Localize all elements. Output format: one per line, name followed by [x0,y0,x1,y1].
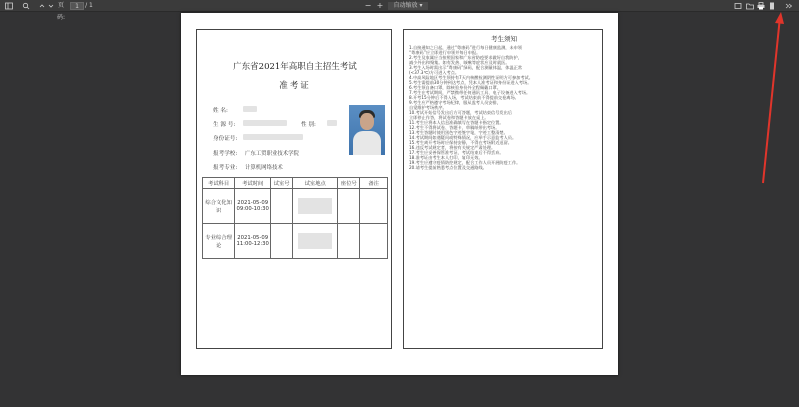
column-header: 试室号 [271,178,293,189]
chevron-down-icon: ▾ [419,2,423,9]
exam-date: 2021-05-09 [237,235,269,241]
notice-line: 4.中高风险地区考生须持有7天内核酸检测阴性证明方可参加考试。 [409,75,533,80]
exam-schedule-table [202,177,388,259]
presentation-mode-icon[interactable] [733,0,743,12]
column-header: 备注 [360,178,388,189]
name-value-redacted [243,106,257,112]
notice-line: 16.违反考试规定者，将按有关规定严肃处理。 [409,145,496,150]
major-value: 计算机网络技术 [245,165,283,171]
zoom-in-button[interactable]: + [376,1,384,10]
major-label: 报考专业: [213,165,238,171]
notice-line: “粤康码”应立即进行申领并每日申报。 [409,50,481,55]
print-icon[interactable] [756,0,766,12]
notice-line: 1.自接通知之日起，通过“粤康码”进行每日健康监测，未申领 [409,45,523,50]
time-cell [235,224,271,259]
notice-line: 6.考生须自备口罩，除核验身份外全程佩戴口罩。 [409,85,501,90]
table-header-row [203,178,388,189]
page-number-input[interactable]: 1 [70,2,84,10]
notice-line: 5.考生需提前30分钟到达考点，凭本人准考证和身份证进入考场。 [409,80,532,85]
notice-line: 3.考生入场时需出示“粤康码”绿码，配合测量体温，体温正常 [409,65,523,70]
notice-line: 2.考生及家属应当按照国家和广东省防疫要求做好自我防护， [409,55,522,60]
notice-line: 立即停止作答，将试卷和答题卡放在桌上。 [409,115,489,120]
table-row [203,189,388,224]
remarks-cell [360,189,388,224]
gender-label: 性 别: [301,122,316,128]
notice-title: 考生须知 [491,35,517,43]
download-icon[interactable] [767,0,777,12]
room-location-redacted [298,233,332,249]
notice-line: 12.考生不得将试卷、答题卡、草稿纸带出考场。 [409,125,500,130]
notice-line: 19.考生应遵守疫情防控规定，配合工作人员开展防疫工作。 [409,160,521,165]
zoom-select-value: 自动缩放 [393,2,418,9]
search-icon[interactable] [21,0,31,12]
candidate-photo [349,105,385,155]
gender-value-redacted [327,120,337,126]
seat-number-cell [338,189,360,224]
exam-date: 2021-05-09 [237,200,269,206]
notice-line: (<37.3℃)方可进入考点。 [409,70,460,75]
notice-line: 20.请考生提前熟悉考点位置及交通路线。 [409,165,487,170]
remarks-cell [360,224,388,259]
school-value: 广东工贸职业技术学院 [245,151,299,157]
ticket-subtitle: 准考证 [279,81,311,91]
notice-line: 17.考生应妥善保管准考证，考试结束后不得丢弃。 [409,150,504,155]
notice-line: 15.考生离开考场时应保持安静，不得在考场附近逗留。 [409,140,512,145]
sidebar-toggle-icon[interactable] [4,0,14,12]
column-header: 考试科目 [203,178,235,189]
table-row [203,224,388,259]
exam-time-range: 09:00-10:30 [236,206,269,212]
admission-ticket [196,29,392,349]
previous-page-button[interactable] [38,0,46,12]
notice-body [409,45,599,170]
column-header: 考试时间 [235,178,271,189]
room-number-cell [271,189,293,224]
notice-line: 11.考生应将本人信息准确填写在答题卡指定位置。 [409,120,504,125]
zoom-select[interactable] [388,2,428,10]
room-location-redacted [298,198,332,214]
document-page [181,13,618,375]
tools-menu-icon[interactable] [784,0,794,12]
room-location-cell [293,189,338,224]
exam-time-range: 11:00-12:30 [236,241,269,247]
id-number-label: 身份证号: [213,136,238,142]
subject-cell: 综合文化知识 [203,189,235,224]
school-label: 报考学校: [213,151,238,157]
name-label: 姓 名: [213,108,228,114]
notice-line: 9.考生应严格遵守考场纪律，服从监考人员安排， [409,100,501,105]
room-number-cell [271,224,293,259]
subject-cell: 专业综合理论 [203,224,235,259]
ticket-title: 广东省2021年高职自主招生考试 [233,62,357,72]
time-cell [235,189,271,224]
notice-line: 10.考试开始信号发出后方可答题，考试结束信号发出后 [409,110,512,115]
exam-number-label: 生 源 号: [213,122,236,128]
notice-line: 18.准考证由考生本人打印，复印无效。 [409,155,483,160]
page-total: / 1 [85,2,93,9]
page-number-label: 页码: [56,2,66,21]
exam-number-value-redacted [243,120,287,126]
notice-line: 14.考试期间如遇疑问或特殊情况，应举手示意监考人员。 [409,135,517,140]
notice-line: 8.开考15分钟后不得入场，考试结束前不得提前交卷离场。 [409,95,519,100]
column-header: 座位号 [338,178,360,189]
open-file-icon[interactable] [745,0,755,12]
candidate-notice [403,29,603,349]
notice-line: 7.考生在考试期间，严禁携带任何通讯工具、电子设备进入考场。 [409,90,531,95]
notice-line: 减少外出和聚集。如有发热、咳嗽等症状应及时就医。 [409,60,510,65]
notice-line: 13.考生答题时使用黑色字迹签字笔，字迹工整清楚。 [409,130,508,135]
notice-line: 自觉维护考场秩序。 [409,105,447,110]
id-number-value-redacted [243,134,303,140]
zoom-out-button[interactable]: − [364,1,372,10]
column-header: 试室地点 [293,178,338,189]
pdf-toolbar [0,0,799,21]
room-location-cell [293,224,338,259]
seat-number-cell [338,224,360,259]
